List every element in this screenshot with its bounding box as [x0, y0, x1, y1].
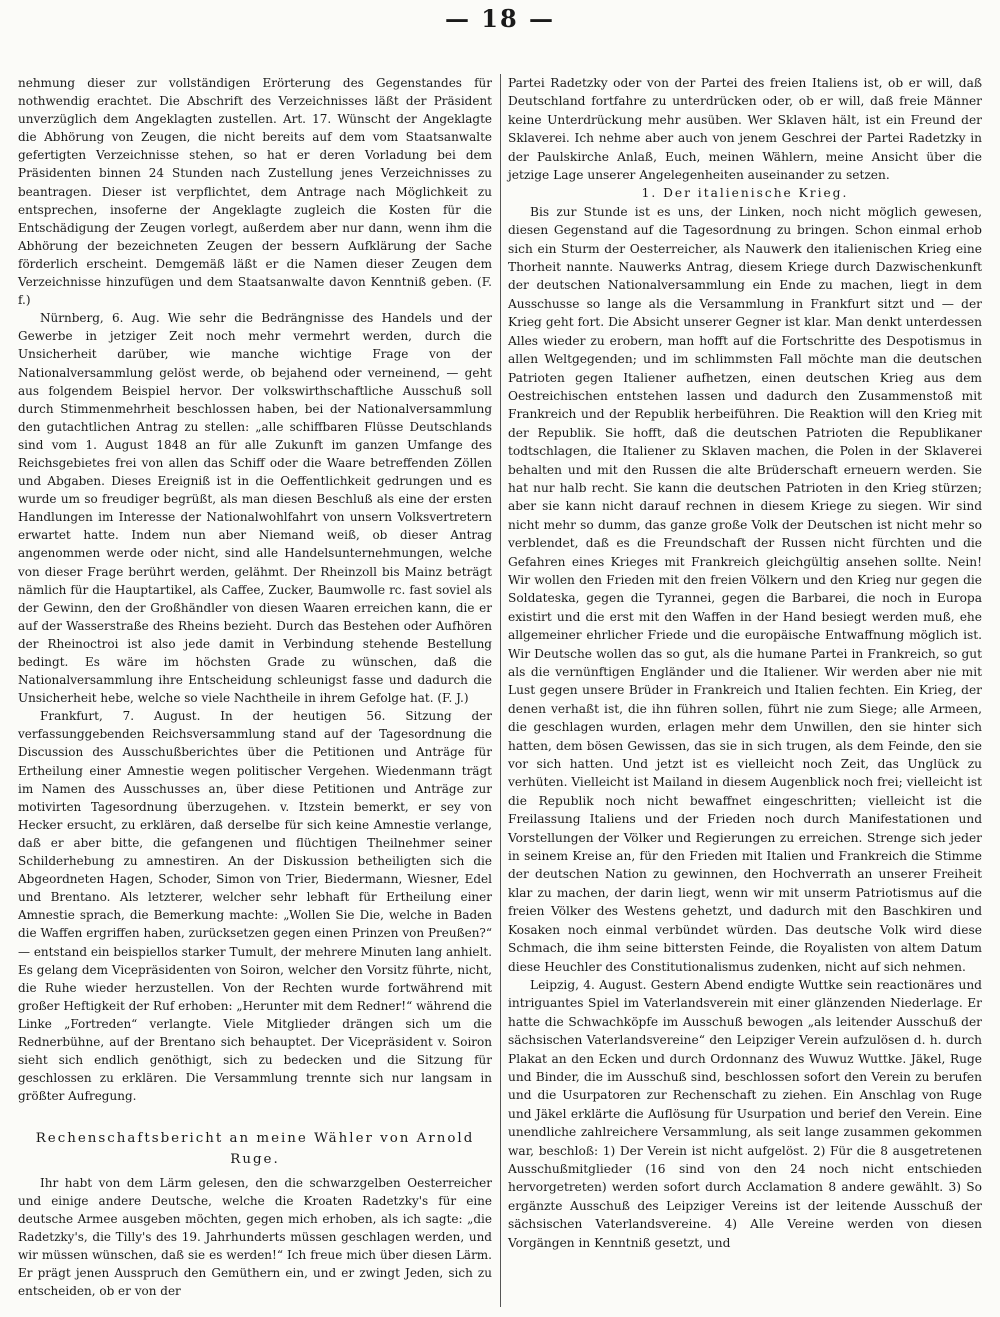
article-title: Rechenschaftsbericht an meine Wähler von Arnold Ruge.	[35, 1131, 475, 1167]
left-column	[18, 74, 492, 1307]
left-paragraph-2: Nürnberg, 6. Aug. Wie sehr die Bedrängnisse des Handels und der Gewerbe in jetziger Zeit noch mehr vermehrt werden, durch die Unsicherheit darüber, wie manche wichtige Frage von der Nationalversammlung gelöst werde, ob bejahend oder verneinend, — geht aus folgendem Beispiel hervor. Der volkswirthschaftliche Ausschuß soll durch Stimmenmehrheit beschlossen haben, bei der Nationalversammlung den gutachtlichen Antrag zu stellen: „alle schiffbaren Flüsse Deutschlands sind vom 1. August 1848 an für alle Zukunft im ganzen Umfange des Reichsgebietes frei von allen das Schiff oder die Waare betreffenden Zöllen und Abgaben. Dieses Ereigniß ist in die Oeffentlichkeit gedrungen und es wurde um so freudiger begrüßt, als man diesen Beschluß als eine der ersten Handlungen im Interesse der Nationalwohlfahrt von unsern Volksvertretern erwartet hatte. Indem nun aber Niemand weiß, ob dieser Antrag angenommen werde oder nicht, sind alle Handelsunternehmungen, welche von dieser Frage berührt werden, gelähmt. Der Rheinzoll bis Mainz beträgt nämlich für die Hauptartikel, als Caffee, Zucker, Baumwolle rc. fast soviel als der Gewinn, den der Großhändler von diesen Waaren erreichen kann, die er auf der Wasserstraße des Rheins bezieht. Durch das Bestehen oder Aufhören der Rheinoctroi ist also jede damit in Verbindung stehende Bestellung bedingt. Es wäre im höchsten Grade zu wünschen, daß die Nationalversammlung ihre Entscheidung schleunigst fasse und dadurch die Unsicherheit hebe, welche so viele Nachtheile in ihrem Gefolge hat. (F. J.)	[18, 311, 492, 706]
right-paragraph-1: Partei Radetzky oder von der Partei des freien Italiens ist, ob er will, daß Deutschland fortfahre zu unterdrücken oder, ob er will, daß freie Männer keine Unterdrückung mehr ausüben. Wer Sklaven hält, ist ein Freund der Sklaverei. Ich nehme aber auch von jenem Geschrei der Partei Radetzky in der Paulskirche Anlaß, Euch, meinen Wählern, meine Ansicht über die jetzige Lage unserer Angelegenheiten auseinander zu setzen.	[508, 76, 982, 183]
right-column	[508, 74, 982, 1307]
right-paragraph-2: Bis zur Stunde ist es uns, der Linken, noch nicht möglich gewesen, diesen Gegenstand auf die Tagesordnung zu bringen. Schon einmal erhob sich ein Sturm der Oesterreicher, als Nauwerk den italienischen Krieg eine Thorheit nannte. Nauwerks Antrag, diesem Kriege durch Dazwischenkunft der deutschen Nationalversammlung ein Ende zu machen, liegt in dem Ausschusse so lange als die Versammlung in Frankfurt sitzt und — der Krieg geht fort. Die Absicht unserer Gegner ist klar. Man denkt unterdessen Alles wieder zu erobern, man hofft auf die Fortschritte des Despotismus in allen Weltgegenden; und im schlimmsten Fall möchte man die deutschen Patrioten gegen Italiener aufhetzen, einen deutschen Krieg aus dem Oestreichischen entstehen lassen und dadurch den Zusammenstoß mit Frankreich und der Republik herbeiführen. Die Reaktion will den Krieg mit der Republik. Sie hofft, daß die deutschen Patrioten die Republikaner todtschlagen, die Italiener zu Sklaven machen, die Polen in der Sklaverei behalten und mit den Russen die alte Brüderschaft erneuern werden. Sie hat nur halb recht. Sie kann die deutschen Patrioten in den Krieg stürzen; aber sie kann nicht darauf rechnen in diesem Kriege zu siegen. Wir sind nicht mehr so dumm, das ganze große Volk der Deutschen ist nicht mehr so verblendet, daß es die Freundschaft der Russen nicht fürchten und die Gefahren eines Krieges mit Frankreich gleichgültig ansehen sollte. Nein! Wir wollen den Frieden mit den freien Völkern und den Krieg nur gegen die Soldateska, gegen die Tyrannei, gegen die Barbarei, die noch in Europa existirt und die erst mit den Waffen in der Hand besiegt werden muß, ehe allgemeiner ehrlicher Friede und die europäische Entwaffnung möglich ist. Wir Deutsche wollen das so gut, als die humane Partei in Frankreich, so gut als die vernünftigen Engländer und die Italiener. Wir werden aber nie mit Lust gegen unsere Brüder in Frankreich und Italien fechten. Ein Krieg, der denen verhaßt ist, die ihn führen sollen, führt nie zum Siege; alle Armeen, die geschlagen wurden, erlagen mehr dem Unwillen, den sie hinter sich hatten, dem bösen Gewissen, das sie in sich trugen, als dem Feinde, den sie vor sich hatten. Und jetzt ist es vielleicht noch Zeit, das Unglück zu verhüten. Vielleicht ist Mailand in diesem Augenblick noch frei; vielleicht ist die Republik noch nicht bewaffnet eingeschritten; vielleicht ist die Freilassung Italiens und der Frieden noch durch Manifestationen und Vorstellungen der Völker und Regierungen zu erreichen. Strenge sich jeder in seinem Kreise an, für den Frieden mit Italien und Frankreich die Stimme der deutschen Nation zu gewinnen, den Hochverrath an unserer Freiheit klar zu machen, der darin liegt, wenn wir mit unserm Patriotismus auf die freien Völker des Westens gehetzt, und dadurch mit den Baschkiren und Kosaken noch einmal verbündet würden. Das deutsche Volk wird diese Schmach, die ihm seine bittersten Feinde, die Royalisten von altem Datum diese Heuchler des Constitutionalismus zudenken, nicht auf sich nehmen.	[508, 204, 982, 974]
left-paragraph-3: Frankfurt, 7. August. In der heutigen 56. Sitzung der verfassunggebenden Reichsversammlung stand auf der Tagesordnung die Discussion des Ausschußberichtes über die Petitionen und Anträge für Ertheilung einer Amnestie wegen politischer Vergehen. Wiedenmann trägt im Namen des Ausschusses an, über diese Petitionen und Anträge zur motivirten Tagesordnung überzugehen. v. Itzstein bemerkt, er sey von Hecker ersucht, zu erklären, daß derselbe für sich keine Amnestie verlange, daß er aber bitte, die gefangenen und flüchtigen Theilnehmer seiner Schilderhebung zu amnestiren. An der Diskussion betheiligten sich die Abgeordneten Hagen, Schoder, Simon von Trier, Biedermann, Wiesner, Edel und Brentano. Als letzterer, welcher sehr lebhaft für Ertheilung einer Amnestie sprach, die Bemerkung machte: „Wollen Sie Die, welche in Baden die Waffen ergriffen haben, zurücksetzen gegen einen Prinzen von Preußen?“ — entstand ein beispiellos starker Tumult, der mehrere Minuten lang anhielt. Es gelang dem Vicepräsidenten von Soiron, welcher den Vorsitz führte, nicht, die Ruhe wieder herzustellen. Von der Rechten wurde fortwährend mit großer Heftigkeit der Ruf erhoben: „Herunter mit dem Redner!“ während die Linke „Fortreden“ verlangte. Viele Mitglieder drängen sich um die Rednerbühne, auf der Brentano sich behauptet. Der Vicepräsident v. Soiron sieht sich endlich genöthigt, sich zu bedecken und die Sitzung für geschlossen zu erklären. Die Versammlung trennte sich nur langsam in größter Aufregung.	[18, 709, 492, 1104]
article-paragraph-1: Ihr habt von dem Lärm gelesen, den die schwarzgelben Oesterreicher und einige andere Deutsche, welche die Kroaten Radetzky's für eine deutsche Armee ausgeben möchten, gegen mich erhoben, als ich sagte: „die Radetzky's, die Tilly's des 19. Jahrhunderts müssen geschlagen werden, und wir müssen wünschen, daß sie es werden!“ Ich freue mich über diesen Lärm. Er prägt jenen Ausspruch den Gemüthern ein, und er zwingt Jeden, sich zu entscheiden, ob er von der	[18, 1175, 492, 1299]
section-heading: 1. Der italienische Krieg.	[641, 186, 849, 201]
column-divider	[500, 74, 501, 1307]
page-number: — 18 —	[444, 4, 556, 33]
right-paragraph-3: Leipzig, 4. August. Gestern Abend endigte Wuttke sein reactionäres und intriguantes Spiel im Vaterlandsverein mit einer glänzenden Niederlage. Er hatte die Schwachköpfe im Ausschuß bewogen „als leitender Ausschuß der sächsischen Vaterlandsvereine“ den Leipziger Verein aufzulösen d. h. durch Plakat an den Ecken und durch Ordonnanz des Wuwuz Wuttke. Jäkel, Ruge und Binder, die im Ausschuß sind, beschlossen sofort den Verein zu berufen und die Usurpatoren zur Rechenschaft zu ziehen. Ein Anschlag von Ruge und Jäkel erklärte die Auflösung für Usurpation und berief den Verein. Eine unendliche zahlreichere Versammlung, als seit lange zusammen gekommen war, beschloß: 1) Der Verein ist nicht aufgelöst. 2) Für die 8 ausgetretenen Ausschußmitglieder (16 sind von den 24 noch nicht entschieden hervorgetreten) werden sofort durch Acclamation 8 andere gewählt. 3) So ergänzte Ausschuß des Leipziger Vereins ist der leitende Ausschuß der sächsischen Vaterlandsvereine. 4) Alle Vereine werden von diesen Vorgängen in Kenntniß gesetzt, und	[508, 977, 982, 1250]
left-paragraph-1: nehmung dieser zur vollständigen Erörterung des Gegenstandes für nothwendig erachtet. Die Abschrift des Verzeichnisses läßt der Präsident unverzüglich dem Angeklagten zustellen. Art. 17. Wünscht der Angeklagte die Abhörung von Zeugen, die nicht bereits auf dem vom Staatsanwalte gefertigten Verzeichnisse stehen, so hat er deren Vorladung bei dem Präsidenten binnen 24 Stunden nach Zustellung jenes Verzeichnisses zu beantragen. Dieser ist verpflichtet, dem Antrage nach Möglichkeit zu entsprechen, insoferne der Angeklagte zugleich die Kosten für die Entschädigung der Zeugen vorlegt, außerdem aber nur dann, wenn ihm die Abhörung der bezeichneten Zeugen der bessern Aufklärung der Sache förderlich erscheint. Demgemäß läßt er die Namen dieser Zeugen dem Verzeichnisse hinzufügen und dem Staatsanwalte davon Kenntniß geben. (F. f.)	[18, 76, 492, 308]
